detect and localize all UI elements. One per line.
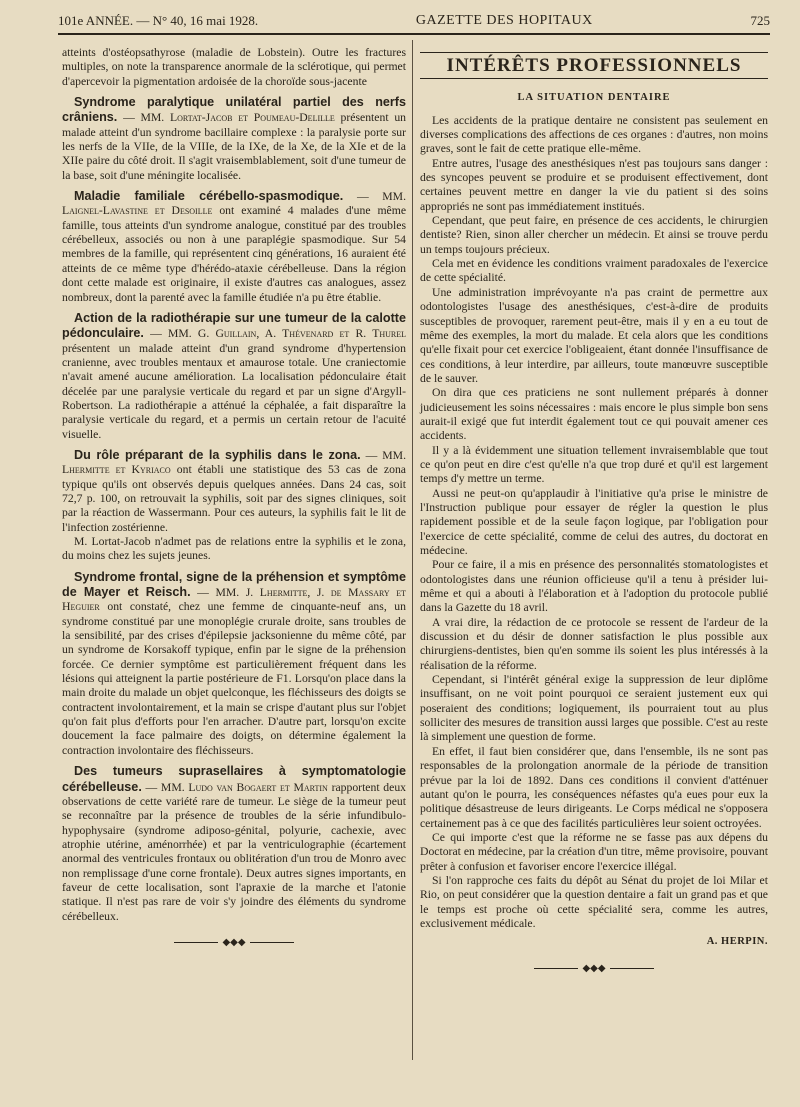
article-paragraph: On dira que ces praticiens ne sont nullement préparés à donner judicieusement les soins nécessaires : mais encore le plus simple bon sens aurait-il exigé que fut interdit également tout ce qui pouvait amener ces accidents. <box>420 386 768 443</box>
page-number: 725 <box>750 13 770 28</box>
entry-authors: — MM. J. Lhermitte, J. de Massary et Heguier <box>62 586 407 614</box>
entry-title: Du rôle préparant de la syphilis dans le zona. <box>74 447 361 462</box>
article-paragraph: Cela met en évidence les conditions vraiment paradoxales de l'exercice de cette spécialité. <box>420 257 768 285</box>
article-paragraph: A vrai dire, la rédaction de ce protocole se ressent de l'ardeur de la discussion et du désir de donner satisfaction le plus possible aux chirurgiens-dentistes, bien qu'en somme ils soient les plus intéressés à la réalisation de la réforme. <box>420 615 768 672</box>
entry-authors: — MM. Laignel-Lavastine et Desoille <box>62 190 406 218</box>
entry-syphilis-zona <box>62 448 406 564</box>
article-paragraph: Ce qui importe c'est que la réforme ne se fasse pas aux dépens du Doctorat en médecine, par la création d'un titre, même provisoire, pouvant prêter à confusion et favoriser encore l'exercice illégal. <box>420 830 768 873</box>
entry-syndrome-paralytique <box>62 95 406 183</box>
intro-paragraph: atteints d'ostéopsathyrose (maladie de Lobstein). Outre les fractures multiples, on note la transparence anormale de la sclérotique, qui permet d'apercevoir la pigmentation ardoisée de la choroïde sous-jacente <box>62 46 406 88</box>
entry-authors: — MM. Lhermitte et Kyriaco <box>62 448 407 477</box>
issue-info: 101e ANNÉE. — N° 40, 16 mai 1928. <box>58 13 259 28</box>
article-paragraph: Les accidents de la pratique dentaire ne consistent pas seulement en diverses complications des affections de ces organes : d'autres, non moins graves, sont le fait de cette pratique elle-même. <box>420 113 768 156</box>
column-divider <box>412 40 413 1060</box>
article-paragraph: Cependant, si l'intérêt général exige la suppression de leur diplôme insuffisant, on ne voit point pourquoi ce seraient justement eux qui poseraient des conditions; logiquement, ils pourraient tout au plus solliciter des mesures de transition aussi larges que possible. C'est au reste là simplement une question de forme. <box>420 673 768 744</box>
entry-authors: — MM. Lortat-Jacob et Poumeau-Delille <box>123 111 335 125</box>
entry-body: rapportent deux observations de cette variété rare de tumeur. Le siège de la tumeur peut se reconnaître par la présence de troubles de la série infundibulo-hypophysaire (syndrome adiposo-génital, polyurie, cachexie, avec atrophie utérine, aménorrhée) et par la ventriculographie (écartement anormal des ventricules frontaux ou oblitération d'un trou de Monro avec non remplissage d'une corne frontale). Deux autres signes importants, en faveur de cette localisation, sont l'apraxie de la marche et l'atonie statique. Il n'est pas rare de voir s'y joindre des éléments du syndrome cérébelleux. <box>62 780 407 923</box>
entry-maladie-familiale <box>62 189 406 305</box>
entry-title: Syndrome paralytique unilatéral partiel des nerfs crâniens. <box>62 95 406 125</box>
article-paragraph: Pour ce faire, il a mis en présence des personnalités stomatologistes et odontologistes dans une réunion officieuse qu'il a tenu à présider lui-même et qui a abouti à l'élaboration et à l'adoption du protocole publié dans la Gazette du 18 avril. <box>420 558 768 615</box>
left-column <box>62 46 406 950</box>
article-paragraph: En effet, il faut bien considérer que, dans l'ensemble, ils ne sont pas responsables de la prolongation anormale de la période de transition prévue par la loi de 1892. Dans ces conditions il convient d'atténuer autant qu'on le pourra, les conséquences néfastes qu'a eues pour eux la politique désastreuse de leurs dirigeants. Le Corps médical ne s'opposera certainement pas à ce que des facilités particulières leur soient octroyées. <box>420 744 768 830</box>
header-rule <box>58 33 770 35</box>
entry-body: présentent un malade atteint d'un grand syndrome d'hypertension cranienne, avec troubles mentaux et amaurose totale. Une craniectomie n'avait amené aucune amélioration. La localisation pédonculaire était décelée par une paralysie verticale du regard et par un signe d'Argyll-Robertson. La radiothérapie a atténué la céphalée, a fait disparaître la paralysie verticale du regard, et a permis un certain retour de l'acuité visuelle. <box>62 341 406 441</box>
entry-title: Maladie familiale cérébello-spasmodique. <box>74 189 344 204</box>
entry-title: Des tumeurs suprasellaires à symptomatologie cérébelleuse. <box>62 764 406 794</box>
entry-authors: — MM. G. Guillain, A. Thévenard et R. Thurel <box>150 327 406 341</box>
entry-tumeurs-suprasellaires <box>62 764 406 924</box>
entry-title: Syndrome frontal, signe de la préhension et symptôme de Mayer et Reisch. <box>62 569 406 600</box>
entry-body: ont examiné 4 malades d'une même famille, tous atteints d'un syndrome analogue, constitué par des troubles cérébelleux, associés ou non à une paraplégie spasmodique. Sur 54 membres de la famille, qui représentent cinq générations, 16 auraient été atteints de ce même type d'hérédo-ataxie cérébelleuse. Dans la région dont cette malade est originaire, il existe d'autres cas analogues, assez nombreux, dont la parenté avec la famille étudiée n'a pu être établie. <box>62 204 407 304</box>
section-title: INTÉRÊTS PROFESSIONNELS <box>420 52 768 79</box>
article-signature: A. HERPIN. <box>706 936 768 948</box>
right-column <box>420 46 768 976</box>
article-paragraph: Entre autres, l'usage des anesthésiques n'est pas toujours sans danger : des syncopes peuvent se produire et se produisent effectivement, dont certaines peuvent mettre en danger la vie du patient si des soins appropriés ne sont pas immédiatement institués. <box>420 156 768 213</box>
entry-body: ont établi une statistique des 53 cas de zona typique qu'ils ont observés depuis quelques années. Dans 24 cas, soit 72,7 p. 100, on retrouvait la syphilis, soit par des signes cliniques, soit par la réaction de Wassermann. Pour ces auteurs, la syphilis fait le lit de l'infection zostérienne. <box>62 463 406 534</box>
entry-body: ont constaté, chez une femme de cinquante-neuf ans, un syndrome constitué par une monoplégie crurale droite, sans troubles de la sensibilité, par des crises d'épilepsie jacksonienne du même côté, par un syndrome de Korsakoff typique, enfin par le signe de la préhension forcée. Ce dernier symptôme est particulièrement fréquent dans les lésions qui atteignent la partie postérieure de F1. Lorsqu'on place dans la main droite du malade un objet quelconque, les fléchisseurs des doigts se contractent involontairement, et la main se crispe d'autant plus sur l'objet qu'on fait plus d'efforts pour l'en arracher. D'autre part, lorsqu'on excite doucement la face palmaire des doigts, on détermine également la contraction involontaire des fléchisseurs. <box>62 600 406 757</box>
article-title: LA SITUATION DENTAIRE <box>517 92 671 104</box>
article-paragraph: Si l'on rapproche ces faits du dépôt au Sénat du projet de loi Milar et Rio, on peut considérer que la question dentaire a fait un grand pas et que le temps est proche où cette spécialité sera, comme les autres, exclusivement médicale. <box>420 873 768 930</box>
entry-radiotherapie <box>62 311 406 442</box>
article-paragraph: Aussi ne peut-on qu'applaudir à l'initiative qu'a prise le ministre de l'Instruction publique pour essayer de régler la question le plus rapidement possible et de la seule façon logique, par l'obligation pour l'exercice de cette spécialité, comme de celui des autres, du doctorat en médecine. <box>420 486 768 557</box>
article-paragraph: Une administration imprévoyante n'a pas craint de permettre aux odontologistes l'usage des anesthésiques, c'est-à-dire de produits susceptibles de provoquer, rarement peut-être, mais il y en a eu tout de même des exemples, la mort du malade. Et cela alors que les conditions qu'elle fixait pour cet exercice l'obligeaient, étant donnée l'insuffisance de ces conditions, à leur interdire, par ailleurs, toute manœuvre susceptible de le sauver. <box>420 285 768 385</box>
article-paragraph: Cependant, que peut faire, en présence de ces accidents, le chirurgien dentiste? Rien, sinon aller chercher un médecin. Et ainsi se trouve perdu un temps toujours précieux. <box>420 214 768 256</box>
entry-body: présentent un malade atteint d'un syndrome bacillaire complexe : la paralysie porte sur les nerfs de la VIIe, de la VIIIe, de la IXe, de la Xe, de la XIe et de la XIIe paire du côté droit. Il s'agit vraisemblablement, soit d'une tumeur de la base, soit d'une méningite localisée. <box>62 111 407 182</box>
running-head <box>58 10 770 32</box>
end-ornament-right: ◆◆◆ <box>420 962 768 976</box>
entry-authors: — MM. Ludo van Bogaert et Martin <box>145 780 328 794</box>
entry-title: Action de la radiothérapie sur une tumeur de la calotte pédonculaire. <box>62 310 406 341</box>
entry-syndrome-frontal <box>62 570 406 758</box>
entry-extra: M. Lortat-Jacob n'admet pas de relations entre la syphilis et le zona, du moins chez les sujets jeunes. <box>62 535 406 563</box>
end-ornament-left: ◆◆◆ <box>62 936 406 950</box>
journal-title: GAZETTE DES HOPITAUX <box>415 13 593 28</box>
article-paragraph: Il y a là évidemment une situation tellement invraisemblable que tout ce qu'on peut en dire c'est qu'elle n'a que trop duré et qu'il est largement temps d'y mettre un terme. <box>420 443 768 486</box>
